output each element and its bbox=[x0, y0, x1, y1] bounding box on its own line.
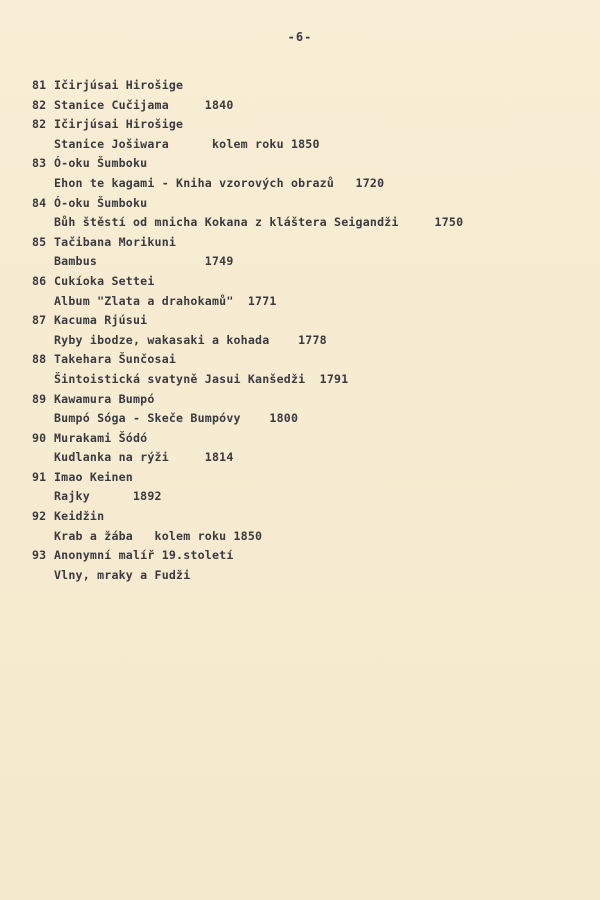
catalog-entry bbox=[32, 115, 572, 154]
catalog-entry bbox=[32, 233, 572, 272]
entry-artist: Keidžin bbox=[54, 509, 105, 524]
entry-work: Kudlanka na rýži 1814 bbox=[54, 450, 234, 465]
entry-artist: Murakami Šódó bbox=[54, 430, 148, 445]
entry-artist: Cukíoka Settei bbox=[54, 273, 155, 288]
entry-number: 82 bbox=[32, 97, 47, 112]
catalog-list bbox=[32, 76, 572, 585]
entry-work: Bumpó Sóga - Skeče Bumpóvy 1800 bbox=[54, 411, 299, 426]
entry-work: Ryby ibodze, wakasaki a kohada 1778 bbox=[54, 332, 327, 347]
entry-artist: Ičirjúsai Hirošige bbox=[54, 78, 184, 92]
entry-artist: Imao Keinen bbox=[54, 469, 133, 484]
entry-artist: Kawamura Bumpó bbox=[54, 391, 155, 406]
entry-work: Bambus 1749 bbox=[54, 254, 234, 269]
catalog-entry bbox=[32, 154, 572, 193]
entry-number: 86 bbox=[32, 273, 47, 288]
catalog-entry bbox=[32, 194, 572, 233]
entry-number: 90 bbox=[32, 430, 47, 445]
entry-work: Rajky 1892 bbox=[54, 489, 162, 504]
entry-work: Šintoistická svatyně Jasui Kanšedži 1791 bbox=[54, 371, 349, 386]
catalog-entry bbox=[32, 507, 572, 546]
entry-artist: Takehara Šunčosai bbox=[54, 352, 177, 367]
catalog-entry bbox=[32, 429, 572, 468]
entry-number: 83 bbox=[32, 156, 47, 171]
entry-artist: Kacuma Rjúsui bbox=[54, 313, 148, 328]
catalog-entry bbox=[32, 311, 572, 350]
entry-number: 87 bbox=[32, 313, 47, 328]
entry-artist: Ičirjúsai Hirošige bbox=[54, 117, 184, 132]
entry-number: 89 bbox=[32, 391, 47, 406]
entry-number: 88 bbox=[32, 352, 47, 367]
entry-number: 81 bbox=[32, 78, 47, 92]
page-number: -6- bbox=[287, 30, 313, 44]
entry-number: 91 bbox=[32, 469, 47, 484]
entry-work: Vlny, mraky a Fudži bbox=[54, 567, 191, 582]
entry-artist: Anonymní malíř 19.století bbox=[54, 548, 234, 563]
catalog-entry bbox=[32, 468, 572, 507]
catalog-entry bbox=[32, 350, 572, 389]
entry-number: 93 bbox=[32, 548, 47, 563]
entry-work: Album "Zlata a drahokamů" 1771 bbox=[54, 293, 277, 308]
catalog-entry bbox=[32, 96, 572, 116]
entry-artist: Ó-oku Šumboku bbox=[54, 156, 148, 171]
entry-work: Stanice Jošiwara kolem roku 1850 bbox=[54, 136, 320, 151]
entry-work: Bůh štěstí od mnicha Kokana z kláštera Seigandži 1750 bbox=[54, 215, 464, 230]
entry-artist: Stanice Cučijama 1840 bbox=[54, 97, 234, 112]
catalog-entry bbox=[32, 272, 572, 311]
catalog-entry bbox=[32, 390, 572, 429]
catalog-entry bbox=[32, 76, 572, 96]
entry-number: 85 bbox=[32, 234, 47, 249]
entry-work: Krab a žába kolem roku 1850 bbox=[54, 528, 263, 543]
entry-artist: Tačibana Morikuni bbox=[54, 234, 177, 249]
entry-number: 92 bbox=[32, 509, 47, 524]
entry-work: Ehon te kagami - Kniha vzorových obrazů 1720 bbox=[54, 175, 385, 190]
entry-artist: Ó-oku Šumboku bbox=[54, 195, 148, 210]
entry-number: 84 bbox=[32, 195, 47, 210]
entry-number: 82 bbox=[32, 117, 47, 132]
catalog-entry bbox=[32, 546, 572, 585]
